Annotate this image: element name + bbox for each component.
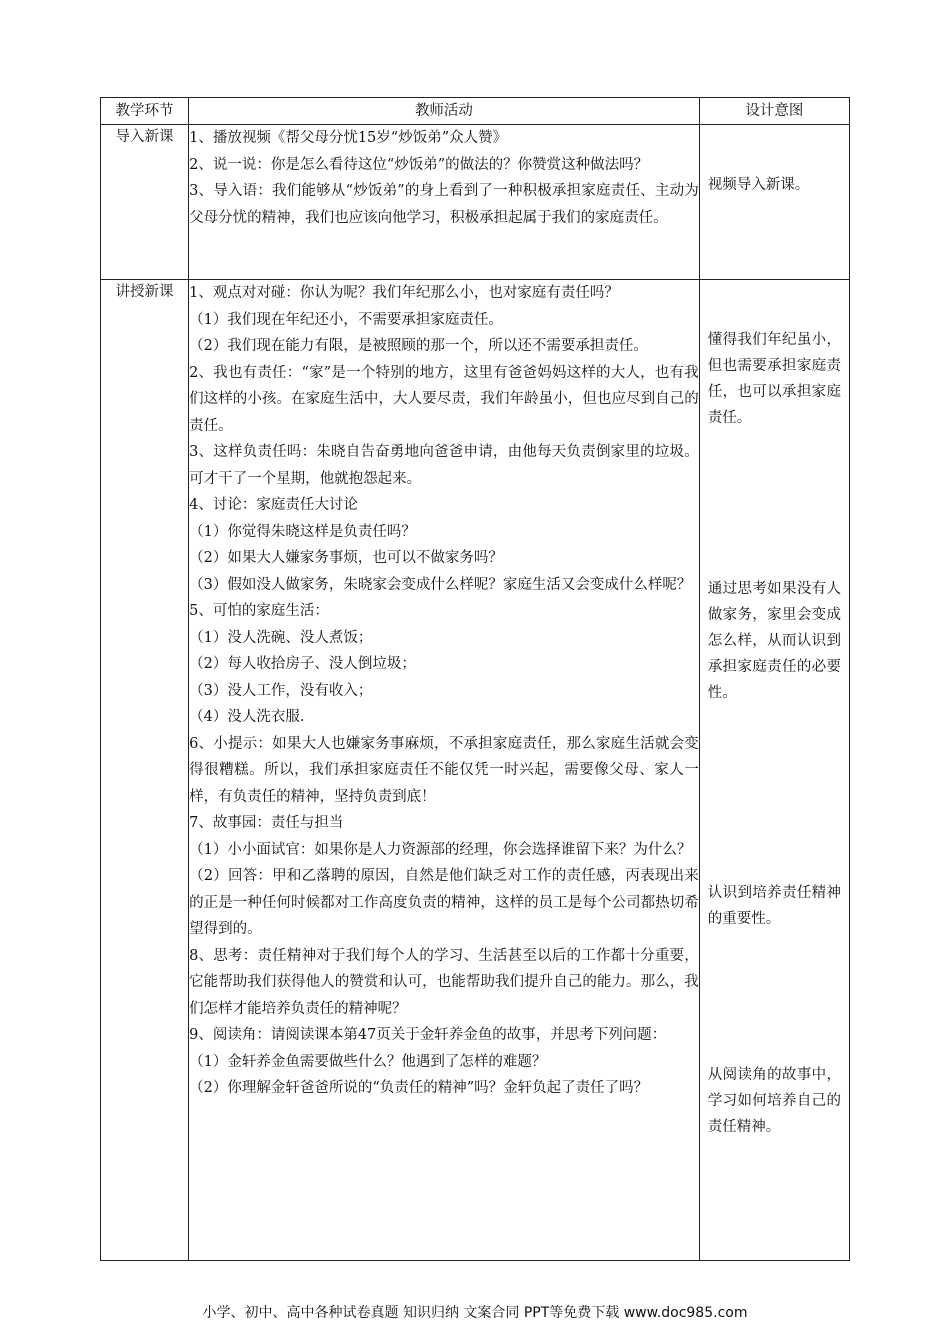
activity-item: 8、思考：责任精神对于我们每个人的学习、生活甚至以后的工作都十分重要，它能帮助我们获得他人的赞赏和认可，也能帮助我们提升自己的能力。那么，我们怎样才能培养负责任的精神呢？: [189, 947, 699, 1017]
header-design-intent: 设计意图: [699, 98, 849, 125]
activity-item: 3、导入语：我们能够从“炒饭弟”的身上看到了一种积极承担家庭责任、主动为父母分忧的精神，我们也应该向他学习，积极承担起属于我们的家庭责任。: [189, 183, 699, 226]
stage-cell: 讲授新课: [101, 280, 189, 1261]
intent-note: 认识到培养责任精神的重要性。: [707, 885, 841, 927]
activity-cell: [189, 280, 700, 1261]
activity-item: （1）小小面试官：如果你是人力资源部的经理，你会选择谁留下来？为什么？: [189, 841, 692, 858]
activity-item: （2）我们现在能力有限，是被照顾的那一个，所以还不需要承担责任。: [189, 338, 648, 354]
table-row-teaching: [101, 280, 850, 1261]
table-row-intro: [101, 125, 850, 280]
activity-item: （3）假如没人做家务，朱晓家会变成什么样呢？家庭生活又会变成什么样呢？: [189, 576, 692, 593]
activity-item: 1、播放视频《帮父母分忧15岁“炒饭弟”众人赞》: [189, 130, 508, 146]
activity-item: 1、观点对对碰：你认为呢？我们年纪那么小，也对家庭有责任吗？: [189, 285, 619, 301]
activity-cell: [189, 125, 700, 280]
activity-item: （1）我们现在年纪还小，不需要承担家庭责任。: [189, 311, 503, 328]
activity-item: 4、讨论：家庭责任大讨论: [189, 497, 358, 513]
activity-item: （4）没人洗衣服.: [189, 709, 305, 725]
activity-item: 6、小提示：如果大人也嫌家务事麻烦，不承担家庭责任，那么家庭生活就会变得很糟糕。所以，我们承担家庭责任不能仅凭一时兴起，需要像父母、家人一样，有负责任的精神，坚持负责到底！: [189, 735, 699, 805]
lesson-plan-table: [100, 97, 850, 1261]
activity-item: （1）没人洗碗、没人煮饭；: [189, 629, 373, 646]
activity-item: 2、说一说：你是怎么看待这位“炒饭弟”的做法的？你赞赏这种做法吗？: [189, 156, 649, 173]
activity-item: （3）没人工作，没有收入；: [189, 682, 373, 699]
activity-item: 9、阅读角：请阅读课本第47页关于金轩养金鱼的故事，并思考下列问题：: [189, 1027, 667, 1043]
activity-item: （2）回答：甲和乙落聘的原因，自然是他们缺乏对工作的责任感，丙表现出来的正是一种任何时候都对工作高度负责的精神，这样的员工是每个公司都热切希望得到的。: [189, 868, 699, 937]
intent-cell: [699, 280, 849, 1261]
intent-note: 视频导入新课。: [707, 177, 810, 193]
activity-item: 3、这样负责任吗：朱晓自告奋勇地向爸爸申请，由他每天负责倒家里的垃圾。可才干了一个星期，他就抱怨起来。: [189, 444, 699, 487]
intent-cell: [699, 125, 849, 280]
intent-note: 通过思考如果没有人做家务，家里会变成怎么样，从而认识到承担家庭责任的必要性。: [707, 581, 841, 701]
header-stage: 教学环节: [101, 98, 189, 125]
stage-cell: 导入新课: [101, 125, 189, 280]
activity-item: 5、可怕的家庭生活：: [189, 603, 329, 619]
activity-item: （2）你理解金轩爸爸所说的“负责任的精神”吗？金轩负起了责任了吗？: [189, 1080, 649, 1096]
table-header-row: [101, 98, 850, 125]
page-footer: 小学、初中、高中各种试卷真题 知识归纳 文案合同 PPT等免费下载 www.doc985.com: [202, 1305, 748, 1321]
header-teacher-activity: 教师活动: [189, 98, 700, 125]
activity-item: 7、故事园：责任与担当: [189, 815, 344, 831]
activity-item: （1）金轩养金鱼需要做些什么？他遇到了怎样的难题？: [189, 1053, 547, 1070]
activity-item: 2、我也有责任：“家”是一个特别的地方，这里有爸爸妈妈这样的大人，也有我们这样的小孩。在家庭生活中，大人要尽责，我们年龄虽小，但也应尽到自己的责任。: [189, 364, 699, 434]
activity-item: （2）每人收拾房子、没人倒垃圾；: [189, 656, 416, 672]
activity-item: （1）你觉得朱晓这样是负责任吗？: [189, 523, 416, 540]
intent-note: 从阅读角的故事中，学习如何培养自己的责任精神。: [707, 1067, 841, 1135]
activity-item: （2）如果大人嫌家务事烦，也可以不做家务吗？: [189, 550, 503, 566]
intent-note: 懂得我们年纪虽小，但也需要承担家庭责任，也可以承担家庭责任。: [707, 332, 841, 426]
